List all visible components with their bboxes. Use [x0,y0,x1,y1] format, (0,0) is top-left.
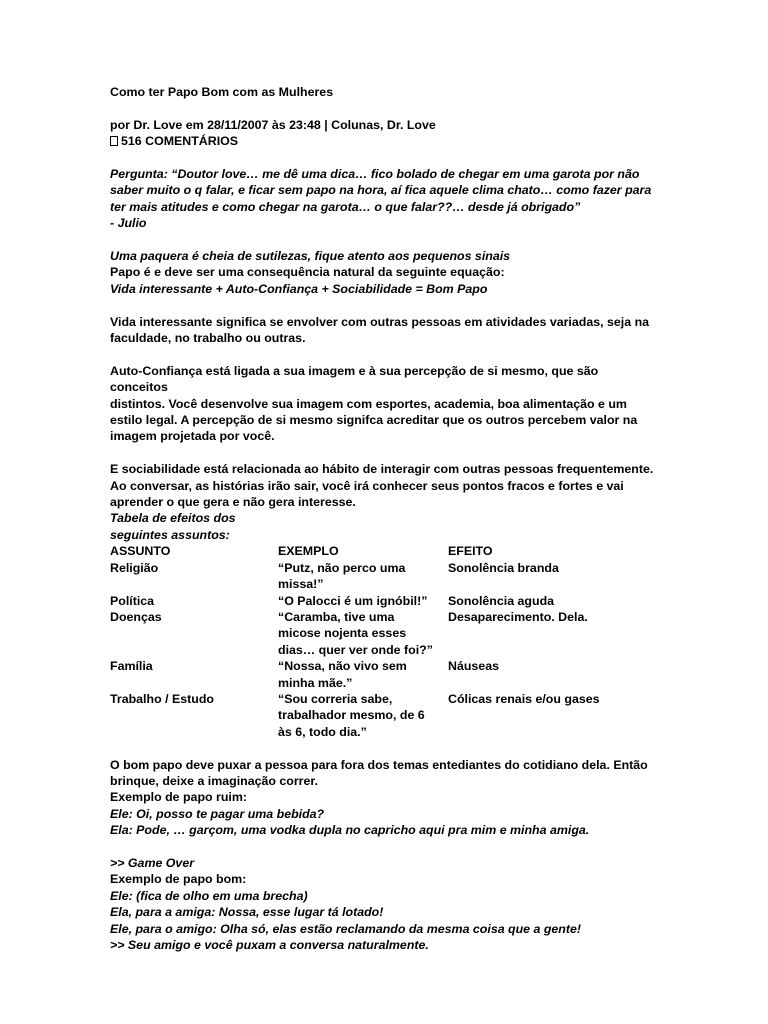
bad-example-label: Exemplo de papo ruim: [110,790,248,805]
byline: por Dr. Love em 28/11/2007 às 23:48 | Colunas, Dr. Love [110,117,436,132]
example-line: dias… quer ver onde foi?” [278,642,433,657]
comment-icon [110,136,118,146]
effects-table [110,543,658,740]
paragraph-line: distintos. Você desenvolve sua imagem com esportes, academia, boa alimentação e um [110,396,627,411]
question-line: Pergunta: “Doutor love… me dê uma dica… fico bolado de chegar em uma garota por não [110,167,640,181]
paragraph-line: faculdade, no trabalho ou outras. [110,331,306,346]
table-row [110,560,658,593]
subject-cell: Doenças [110,609,162,624]
subject-cell: Família [110,659,153,674]
effect-cell: Sonolência branda [448,560,559,575]
dialogue-line: Ela, para a amiga: Nossa, esse lugar tá lotado! [110,905,384,920]
example-line: “Caramba, tive uma [278,609,395,624]
comments-line [110,133,658,149]
article-title: Como ter Papo Bom com as Mulheres [110,85,334,99]
example-line: “Putz, não perco uma [278,560,406,575]
paragraph-line: Vida interessante significa se envolver com outras pessoas em atividades variadas, seja na [110,314,650,329]
dialogue-line: Ela: Pode, … garçom, uma vodka dupla no capricho aqui pra mim e minha amiga. [110,823,590,838]
effect-cell: Sonolência aguda [448,593,555,608]
paragraph-line: brinque, deixe a imaginação correr. [110,773,318,788]
example-cell [278,609,448,658]
example-line: às 6, todo dia.” [278,724,367,739]
example-line: trabalhador mesmo, de 6 [278,708,425,723]
good-example-label: Exemplo de papo bom: [110,872,247,887]
example-cell [278,658,448,691]
example-cell [278,691,448,740]
paragraph-line: aprender o que gera e não gera interesse. [110,495,356,510]
intro-tip: Uma paquera é cheia de sutilezas, fique atento aos pequenos sinais [110,249,511,264]
subject-cell: Religião [110,560,159,575]
effect-cell: Cólicas renais e/ou gases [448,691,600,706]
header-assunto: ASSUNTO [110,544,171,559]
paragraph-line: Ao conversar, as histórias irão sair, você irá conhecer seus pontos fracos e fortes e vai [110,478,624,493]
example-cell [278,560,448,593]
dialogue-line: Ele, para o amigo: Olha só, elas estão reclamando da mesma coisa que a gente! [110,921,582,936]
subject-cell: Trabalho / Estudo [110,691,214,706]
table-row [110,593,658,609]
paragraph-line: Auto-Confiança está ligada a sua imagem e à sua percepção de si mesmo, que são conceitos [110,363,599,395]
example-line: “O Palocci é um ignóbil!” [278,593,428,608]
table-header-row [110,543,658,559]
paragraph-line: imagem projetada por você. [110,429,275,444]
example-line: missa!” [278,577,324,592]
dialogue-line: Ele: (fica de olho em uma brecha) [110,888,308,903]
paragraph-line: estilo legal. A percepção de si mesmo signifca acreditar que os outros percebem valor na [110,413,638,428]
bad-example-result: >> Game Over [110,855,195,870]
question-line: saber muito o q falar, e ficar sem papo na hora, aí fica aquele clima chato… como fazer para [110,183,652,198]
paragraph-sociabilidade [110,461,658,510]
table-row [110,658,658,691]
paragraph-autoconfianca [110,363,658,445]
paragraph-bom-papo [110,757,658,790]
effect-cell: Náuseas [448,659,499,674]
example-line: minha mãe.” [278,675,353,690]
effect-cell: Desaparecimento. Dela. [448,609,588,624]
table-caption-line: seguintes assuntos: [110,527,230,542]
paragraph-line: O bom papo deve puxar a pessoa para fora dos temas entediantes do cotidiano dela. Então [110,757,648,772]
table-row [110,609,658,658]
example-line: “Nossa, não vivo sem [278,659,407,674]
table-row [110,691,658,740]
subject-cell: Política [110,593,155,608]
table-caption [110,510,658,543]
question-author: - Julio [110,216,147,231]
example-line: “Sou correria sabe, [278,691,393,706]
example-line: micose nojenta esses [278,626,407,641]
document-page [110,84,658,953]
good-example-result: >> Seu amigo e você puxam a conversa naturalmente. [110,938,429,952]
intro-equation: Vida interessante + Auto-Confiança + Sociabilidade = Bom Papo [110,281,488,296]
paragraph-vida [110,314,658,347]
example-cell [278,593,448,609]
table-caption-line: Tabela de efeitos dos [110,511,236,526]
paragraph-line: E sociabilidade está relacionada ao hábito de interagir com outras pessoas frequentemente. [110,462,654,477]
comments-count: 516 COMENTÁRIOS [121,134,239,149]
dialogue-line: Ele: Oi, posso te pagar uma bebida? [110,806,325,821]
header-efeito: EFEITO [448,544,493,559]
question-line: ter mais atitudes e como chegar na garota… o que falar??… desde já obrigado” [110,199,581,214]
intro-statement: Papo é e deve ser uma consequência natural da seguinte equação: [110,265,505,280]
question-block [110,166,658,232]
header-exemplo: EXEMPLO [278,544,339,559]
